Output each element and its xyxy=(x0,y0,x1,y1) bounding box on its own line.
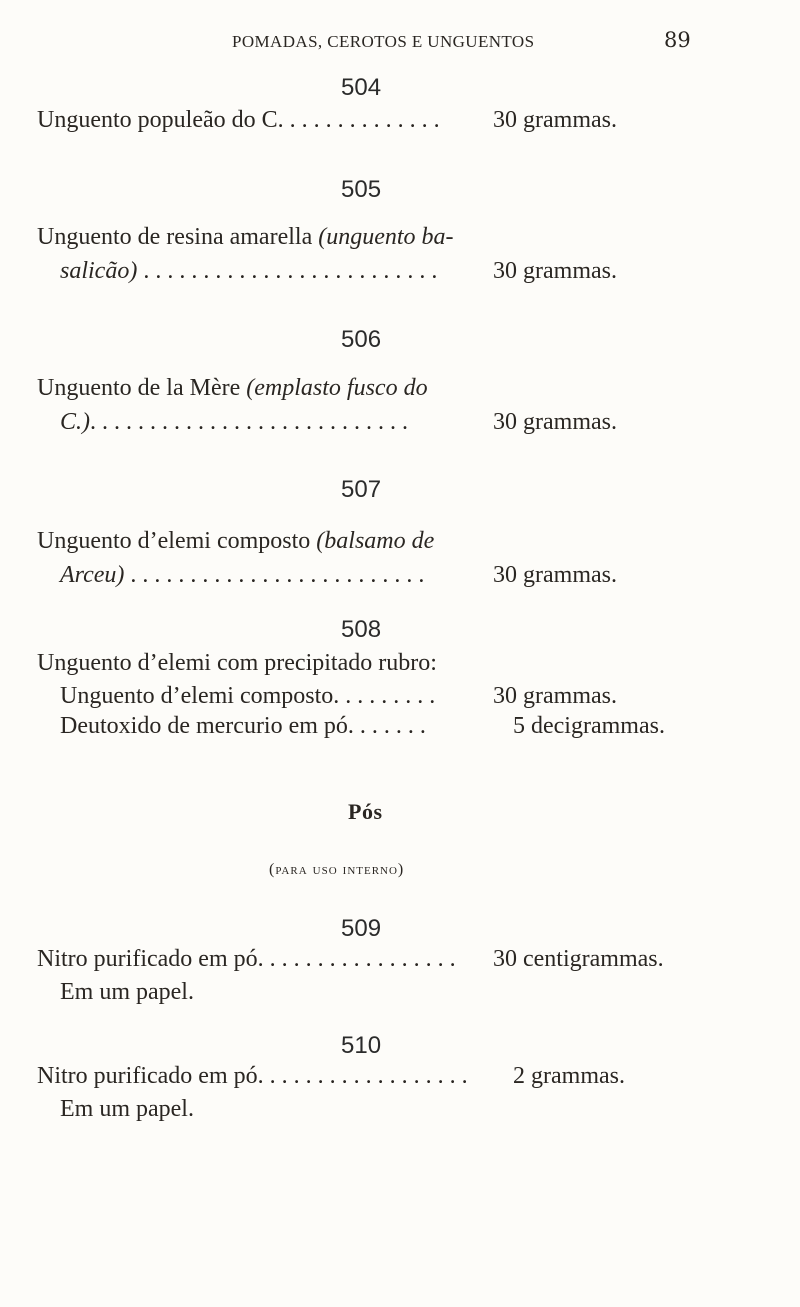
entry-504-quantity: 30 grammas. xyxy=(493,107,617,133)
entry-507-italic-2: Arceu) xyxy=(60,562,125,588)
entry-505-italic-2: salicão) xyxy=(60,258,138,284)
entry-508-quantity-1: 30 grammas. xyxy=(493,683,617,709)
entry-number-510: 510 xyxy=(341,1032,382,1059)
entry-number-505: 505 xyxy=(341,176,382,203)
entry-508-quantity-2: 5 decigrammas. xyxy=(513,713,665,739)
entry-508-line-2: Unguento d’elemi composto. . . . . . . . . xyxy=(60,683,436,709)
entry-507-quantity: 30 grammas. xyxy=(493,562,617,588)
entry-505-line-1 xyxy=(37,224,454,251)
entry-number-504: 504 xyxy=(341,74,382,101)
entry-506-quantity: 30 grammas. xyxy=(493,409,617,435)
entry-509-quantity: 30 centigrammas. xyxy=(493,946,664,972)
entry-505-italic-1: (unguento ba- xyxy=(318,224,454,250)
entry-506-italic-1: (emplasto fusco do xyxy=(246,375,428,401)
entry-510-quantity: 2 grammas. xyxy=(513,1063,625,1089)
entry-509-line-1: Nitro purificado em pó. . . . . . . . . . . . . . . . . xyxy=(37,946,456,972)
section-subtitle: (para uso interno) xyxy=(269,861,405,878)
entry-506-line-1 xyxy=(37,375,428,402)
entry-507-leader: . . . . . . . . . . . . . . . . . . . . . . . . . xyxy=(124,562,425,588)
section-title: Pós xyxy=(348,799,383,824)
entry-505-leader: . . . . . . . . . . . . . . . . . . . . . . . . . xyxy=(137,258,438,284)
entry-507-text: Unguento d’elemi composto xyxy=(37,528,317,554)
entry-507-line-2 xyxy=(60,562,424,589)
entry-508-line-1: Unguento d’elemi com precipitado rubro: xyxy=(37,650,437,676)
entry-510-line-1: Nitro purificado em pó. . . . . . . . . . . . . . . . . . xyxy=(37,1063,468,1089)
entry-number-507: 507 xyxy=(341,476,382,503)
entry-number-509: 509 xyxy=(341,915,382,942)
entry-506-italic-2: C.) xyxy=(60,409,90,435)
entry-510-line-2: Em um papel. xyxy=(60,1096,194,1122)
entry-508-line-3: Deutoxido de mercurio em pó. . . . . . . xyxy=(60,713,426,739)
entry-505-text: Unguento de resina amarella xyxy=(37,224,319,250)
running-header-title: POMADAS, CEROTOS E UNGUENTOS xyxy=(232,32,535,51)
entry-505-quantity: 30 grammas. xyxy=(493,258,617,284)
entry-506-text: Unguento de la Mère xyxy=(37,375,247,401)
entry-506-leader: . . . . . . . . . . . . . . . . . . . . . . . . . . . xyxy=(90,409,408,435)
entry-number-508: 508 xyxy=(341,616,382,643)
entry-507-line-1 xyxy=(37,528,434,555)
page-number: 89 xyxy=(664,28,691,52)
entry-509-line-2: Em um papel. xyxy=(60,979,194,1005)
entry-504-line: Unguento populeão do C. . . . . . . . . . . . . . xyxy=(37,107,440,133)
entry-507-italic-1: (balsamo de xyxy=(316,528,435,554)
entry-506-line-2 xyxy=(60,409,408,436)
entry-number-506: 506 xyxy=(341,326,382,353)
entry-505-line-2 xyxy=(60,258,437,285)
